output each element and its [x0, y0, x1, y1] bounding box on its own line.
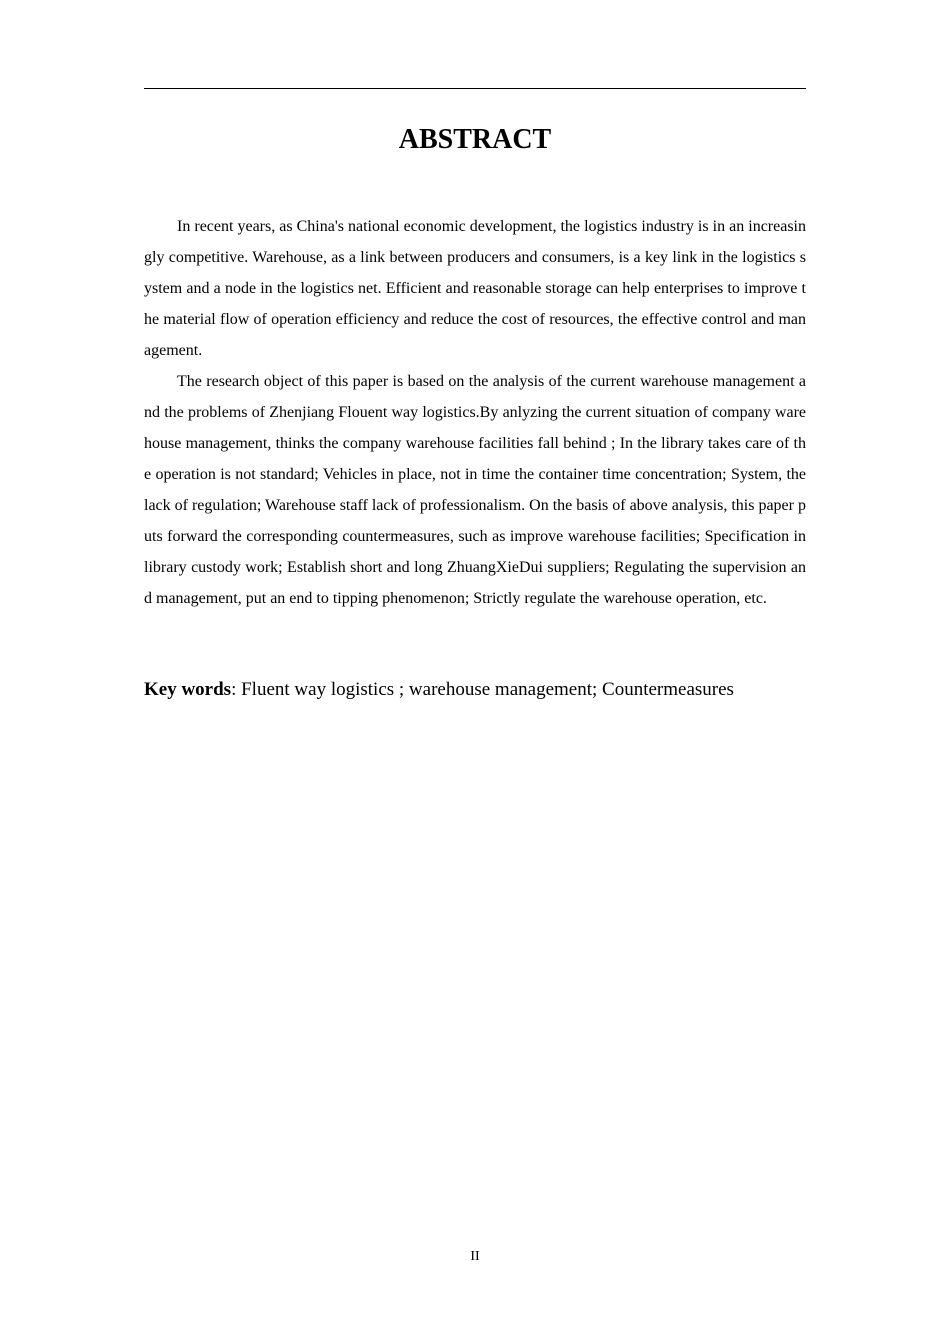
keywords-line [144, 673, 806, 707]
header-rule [144, 88, 806, 89]
abstract-body [144, 211, 806, 614]
keywords-separator: : [231, 679, 242, 700]
keywords-label: Key words [144, 679, 232, 700]
page-number: II [470, 1249, 480, 1264]
abstract-paragraph-2: The research object of this paper is based on the analysis of the current warehouse management and the problems of Zhenjiang Flouent way logistics.By anlyzing the current situation of company warehouse management, thinks the company warehouse facilities fall behind ; In the library takes care of the operation is not standard; Vehicles in place, not in time the container time concentration; System, the lack of regulation; Warehouse staff lack of professionalism. On the basis of above analysis, this paper puts forward the corresponding countermeasures, such as improve warehouse facilities; Specification in library custody work; Establish short and long ZhuangXieDui suppliers; Regulating the supervision and management, put an end to tipping phenomenon; Strictly regulate the warehouse operation, etc. [144, 373, 806, 607]
keywords-text: Fluent way logistics ; warehouse management; Countermeasures [241, 679, 734, 700]
page-title: ABSTRACT [398, 124, 552, 155]
abstract-paragraph-1: In recent years, as China's national economic development, the logistics industry is in an increasingly competitive. Warehouse, as a link between producers and consumers, is a key link in the logistics system and a node in the logistics net. Efficient and reasonable storage can help enterprises to improve the material flow of operation efficiency and reduce the cost of resources, the effective control and management. [144, 218, 806, 359]
